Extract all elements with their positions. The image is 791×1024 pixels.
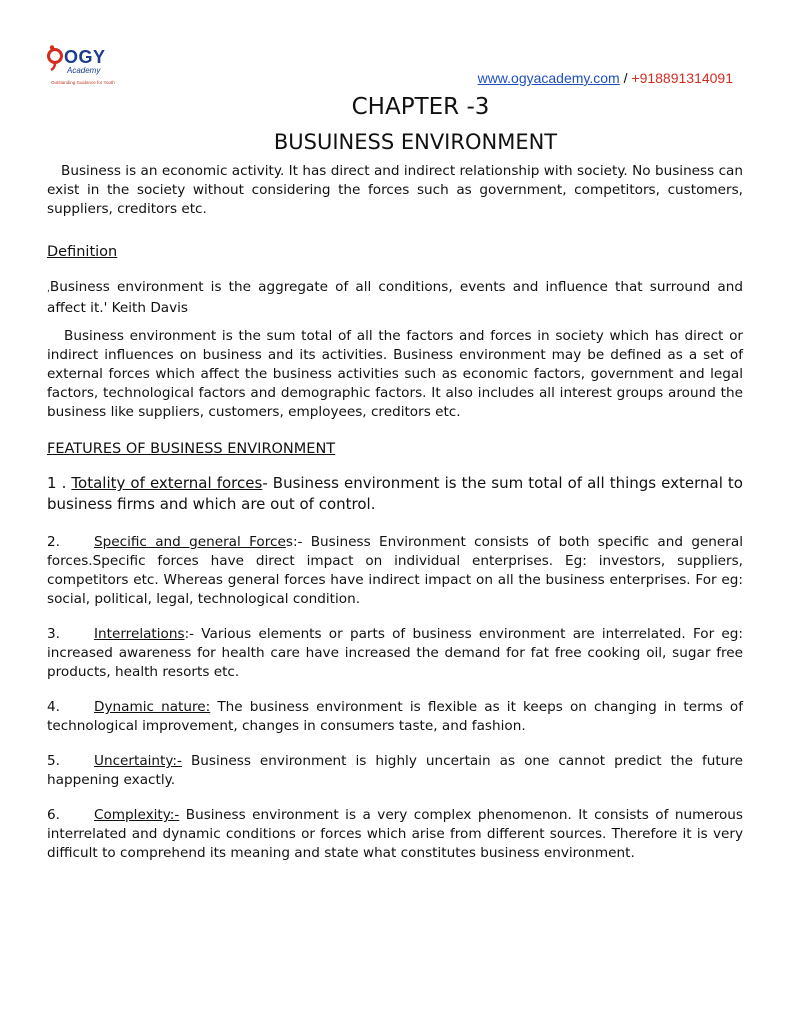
feature-term: Specific and general Force xyxy=(94,534,286,550)
feature-text: Business environment is highly uncertain as one cannot predict the future happening exactly. xyxy=(47,753,743,788)
logo-sub: Academy xyxy=(67,66,101,75)
feature-text: The business environment is flexible as it keeps on changing in terms of technological improvement, changes in consumers taste, and fashion. xyxy=(47,699,743,734)
quote-mark: ‚ xyxy=(47,284,50,294)
chapter-subtitle: BUSUINESS ENVIRONMENT xyxy=(273,130,558,154)
definition-quote xyxy=(47,278,743,318)
definition-heading: Definition xyxy=(47,244,118,260)
feature-term: Complexity:- xyxy=(94,807,180,823)
feature-number: 2. xyxy=(47,534,60,550)
feature-term: Uncertainty:- xyxy=(94,753,182,769)
feature-sep: - xyxy=(262,474,273,492)
feature-item xyxy=(47,806,743,863)
definition-body: Business environment is the sum total of all the factors and forces in society which has direct or indirect influences on business and its activities. Business environment may be defined as a set of external forces which affect the business activities such as economic factors, government and legal factors, technological factors and demographic factors. It also includes all interest groups around the business like suppliers, customers, employees, creditors etc. xyxy=(47,328,743,420)
phone-number: +918891314091 xyxy=(631,70,733,86)
feature-sep xyxy=(182,753,191,769)
feature-item xyxy=(47,533,743,609)
feature-term: Interrelations xyxy=(94,626,185,642)
feature-number: 1 . xyxy=(47,474,72,492)
feature-sep: :- xyxy=(184,626,202,642)
contact-line xyxy=(478,70,733,86)
feature-item xyxy=(47,473,743,515)
chapter-title: CHAPTER -3 xyxy=(351,94,490,120)
feature-text: Various elements or parts of business environment are interrelated. For eg: increased awareness for health care have increased the demand for fat free cooking oil, sugar free products, health resorts etc. xyxy=(47,626,743,680)
feature-item xyxy=(47,625,743,682)
intro-paragraph: Business is an economic activity. It has direct and indirect relationship with society. No business can exist in the society without considering the forces such as government, competitors, customers, suppliers, creditors etc. xyxy=(47,163,743,217)
document-body xyxy=(47,162,743,863)
feature-number: 4. xyxy=(47,699,60,715)
feature-number: 5. xyxy=(47,753,60,769)
feature-text: Business environment is a very complex phenomenon. It consists of numerous interrelated and dynamic conditions or forces which arise from different sources. Therefore it is very difficult to comprehend its meaning and state what constitutes business environment. xyxy=(47,807,743,861)
logo-tagline: Outstanding Guidance for Youth xyxy=(51,80,115,85)
website-link[interactable]: www.ogyacademy.com xyxy=(477,70,620,86)
definition-quote-text: Business environment is the aggregate of all conditions, events and influence that surround and affect it.' Keith Davis xyxy=(47,279,743,316)
feature-number: 3. xyxy=(47,626,60,642)
feature-term: Totality of external forces xyxy=(71,474,263,492)
feature-term: Dynamic nature: xyxy=(94,699,211,715)
feature-number: 6. xyxy=(47,807,60,823)
feature-text: Business environment is the sum total of all things external to business firms and which are out of control. xyxy=(47,474,743,513)
feature-text: Business Environment consists of both specific and general forces.Specific forces have direct impact on individual enterprises. Eg: investors, suppliers, competitors etc. Whereas general forces have indirect impact on all the business enterprises. For eg: social, political, legal, technological condition. xyxy=(47,534,743,607)
feature-sep: s:- xyxy=(285,534,311,550)
logo-name: OGY xyxy=(64,47,106,67)
feature-item xyxy=(47,752,743,790)
feature-item xyxy=(47,698,743,736)
features-heading: FEATURES OF BUSINESS ENVIRONMENT xyxy=(47,441,336,457)
contact-separator: / xyxy=(619,70,632,86)
